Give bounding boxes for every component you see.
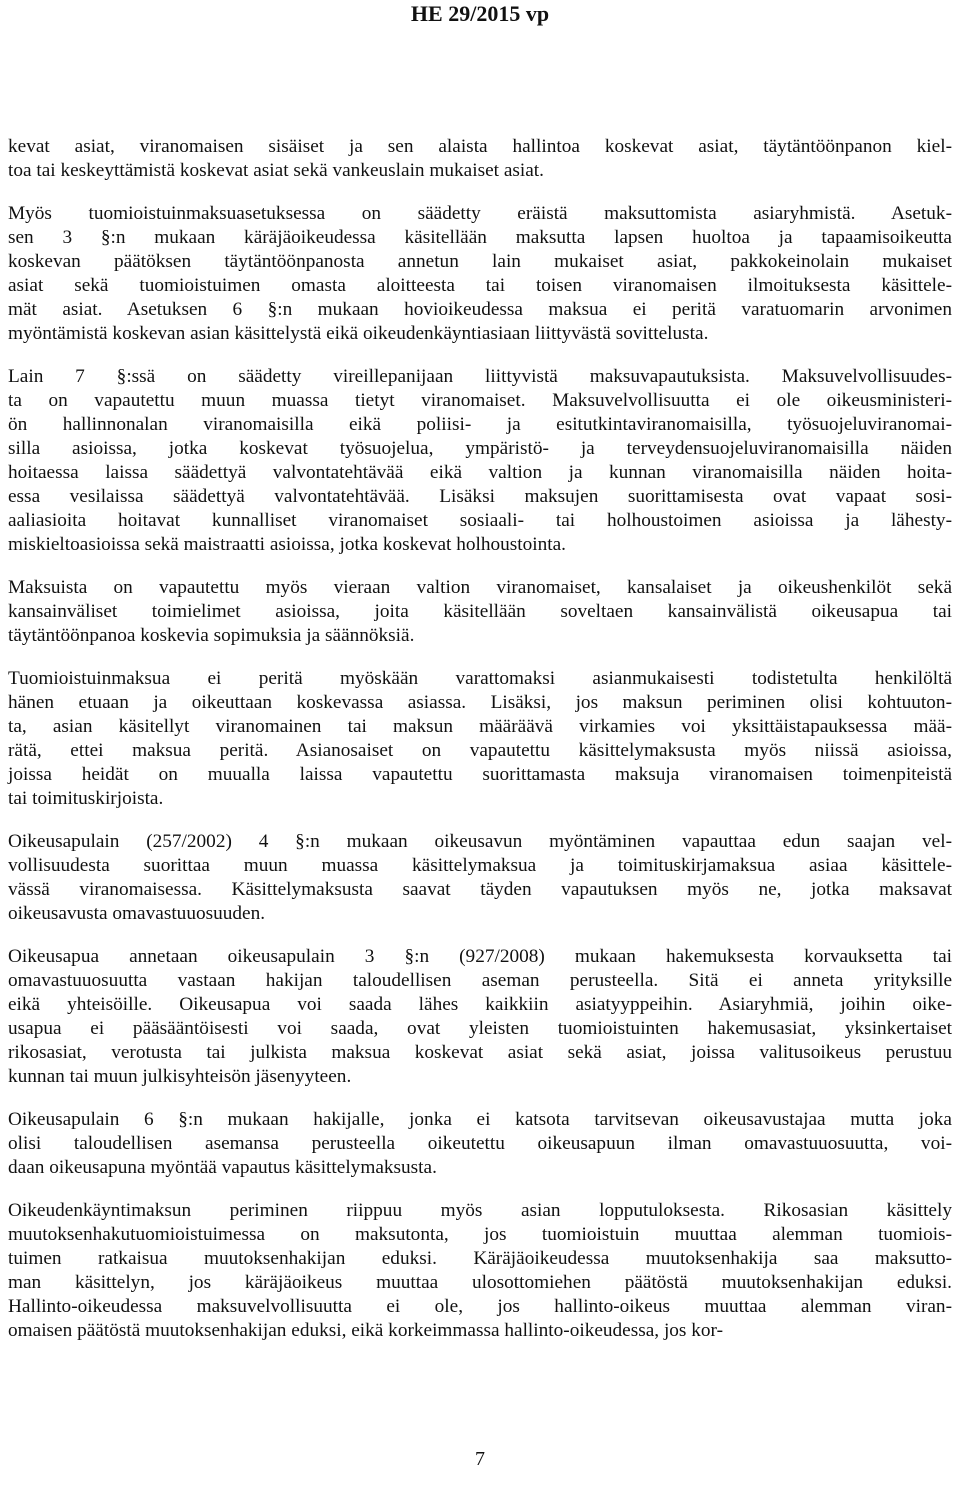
paragraph-line: ta, asian käsitellyt viranomainen tai maksun määräävä virkamies voi yksittäistapauksessa mää- [8,716,952,737]
paragraph-line: essa vesilaissa säädettyä valvontatehtävää. Lisäksi maksujen suorittamisesta ovat vapaat sosi- [8,486,952,507]
paragraph-line: vässä viranomaisessa. Käsittelymaksusta saavat täyden vapautuksen myös ne, jotka maksavat [8,879,952,900]
paragraph [8,945,952,1089]
paragraph-line: oikeusavusta omavastuuosuuden. [8,903,266,924]
paragraph-line: myöntämistä koskevan asian käsittelystä eikä oikeudenkäyntiasiaan liittyvästä sovittelusta. [8,323,709,344]
paragraph-line: mät asiat. Asetuksen 6 §:n mukaan hovioikeudessa maksua ei peritä varatuomarin arvonimen [8,299,952,320]
paragraph-line: Oikeusapulain 6 §:n mukaan hakijalle, jonka ei katsota tarvitsevan oikeusavustajaa mutta joka [8,1109,952,1130]
paragraph-line: Myös tuomioistuinmaksuasetuksessa on säädetty eräistä maksuttomista asiaryhmistä. Asetuk- [8,203,952,224]
paragraph-line: Oikeusapua annetaan oikeusapulain 3 §:n (927/2008) mukaan hakemuksesta korvauksetta tai [8,946,952,967]
paragraph-line: vollisuudesta suorittaa muun muassa käsittelymaksua ja toimituskirjamaksua asiaa käsittele- [8,855,952,876]
paragraph-line: omavastuuosuutta vastaan hakijan taloudellisen aseman perusteella. Sitä ei anneta yrityksille [8,970,952,991]
paragraph-line: Oikeudenkäyntimaksun periminen riippuu myös asian lopputuloksesta. Rikosasian käsittely [8,1200,952,1221]
paragraph-line: miskieltoasioissa sekä maistraatti asioissa, jotka koskevat holhoustointa. [8,534,566,555]
paragraph-line: ön hallinnonalan viranomaisilla eikä poliisi- ja esitutkintaviranomaisilla, työsuojeluviranomai- [8,414,952,435]
paragraph-line: tuimen ratkaisua muutoksenhakijan eduksi. Käräjäoikeudessa muutoksenhakija saa maksutto- [8,1248,952,1269]
paragraph-line: Lain 7 §:ssä on säädetty vireillepanijaan liittyvistä maksuvapautuksista. Maksuvelvollisuudes- [8,366,952,387]
paragraph [8,830,952,926]
paragraph-line: hoitaessa laissa säädettyä valvontatehtävää eikä valtion ja kunnan viranomaisilla näiden hoita- [8,462,952,483]
paragraph-line: daan oikeusapuna myöntää vapautus käsittelymaksusta. [8,1157,437,1178]
paragraph [8,667,952,811]
paragraph-line: asiat sekä tuomioistuimen omasta aloitteesta tai toisen viranomaisen ilmoituksesta käsittele- [8,275,952,296]
paragraph-line: kevat asiat, viranomaisen sisäiset ja sen alaista hallintoa koskevat asiat, täytäntöönpanon kiel- [8,136,952,157]
paragraph-line: koskevan päätöksen täytäntöönpanosta annetun lain mukaiset asiat, pakkokeinolain mukaiset [8,251,952,272]
paragraph-line: rikosasiat, verotusta tai julkista maksua koskevat asiat sekä asiat, joissa valitusoikeus perustuu [8,1042,952,1063]
paragraph-line: joissa heidät on muualla laissa vapautettu suorittamasta maksuja viranomaisen toimenpiteistä [8,764,952,785]
paragraph-line: aaliasioita hoitavat kunnalliset viranomaiset sosiaali- tai holhoustoimen asioissa ja lähesty- [8,510,952,531]
document-body [8,135,952,1362]
document-header-title: HE 29/2015 vp [410,1,550,26]
paragraph [8,135,952,183]
paragraph-line: tai toimituskirjoista. [8,788,164,809]
paragraph-line: hänen etuaan ja oikeuttaan koskevassa asiassa. Lisäksi, jos maksun periminen olisi kohtuuton- [8,692,952,713]
paragraph-line: muutoksenhakutuomioistuimessa on maksutonta, jos tuomioistuin muuttaa alemman tuomiois- [8,1224,952,1245]
paragraph [8,576,952,648]
paragraph-line: Maksuista on vapautettu myös vieraan valtion viranomaiset, kansalaiset ja oikeushenkilöt sekä [8,577,952,598]
page-number: 7 [475,1448,485,1470]
paragraph-line: olisi taloudellisen asemansa perusteella oikeutettu oikeusapuun ilman omavastuuosuutta, voi- [8,1133,952,1154]
paragraph-line: kunnan tai muun julkisyhteisön jäsenyyteen. [8,1066,352,1087]
paragraph-line: eikä yhteisöille. Oikeusapua voi saada lähes kaikkiin asiatyyppeihin. Asiaryhmiä, joihin oike- [8,994,952,1015]
paragraph-line: Tuomioistuinmaksua ei peritä myöskään varattomaksi asianmukaisesti todistetulta henkilöltä [8,668,952,689]
paragraph-line: omaisen päätöstä muutoksenhakijan eduksi, eikä korkeimmassa hallinto-oikeudessa, jos kor- [8,1320,723,1341]
paragraph-line: ta on vapautettu muun muassa tietyt viranomaiset. Maksuvelvollisuutta ei ole oikeusministeri- [8,390,952,411]
paragraph [8,365,952,557]
paragraph-line: Hallinto-oikeudessa maksuvelvollisuutta ei ole, jos hallinto-oikeus muuttaa alemman viran- [8,1296,952,1317]
paragraph-line: sen 3 §:n mukaan käräjäoikeudessa käsitellään maksutta lapsen huoltoa ja tapaamisoikeutta [8,227,952,248]
paragraph-line: man käsittelyn, jos käräjäoikeus muuttaa ulosottomiehen päätöstä muutoksenhakijan eduksi. [8,1272,952,1293]
paragraph-line: toa tai keskeyttämistä koskevat asiat sekä vankeuslain mukaiset asiat. [8,160,544,181]
paragraph [8,202,952,346]
paragraph-line: rätä, ettei maksua peritä. Asianosaiset on vapautettu käsittelymaksusta myös niissä asioissa, [8,740,952,761]
paragraph-line: silla asioissa, jotka koskevat työsuojelua, ympäristö- ja terveydensuojeluviranomaisilla näiden [8,438,952,459]
paragraph-line: kansainväliset toimielimet asioissa, joita käsitellään soveltaen kansainvälistä oikeusapua tai [8,601,952,622]
paragraph-line: usapua ei pääsääntöisesti voi saada, ovat yleisten tuomioistuinten hakemusasiat, yksinkertaiset [8,1018,952,1039]
paragraph [8,1199,952,1343]
paragraph-line: täytäntöönpanoa koskevia sopimuksia ja säännöksiä. [8,625,415,646]
paragraph [8,1108,952,1180]
paragraph-line: Oikeusapulain (257/2002) 4 §:n mukaan oikeusavun myöntäminen vapauttaa edun saajan vel- [8,831,952,852]
